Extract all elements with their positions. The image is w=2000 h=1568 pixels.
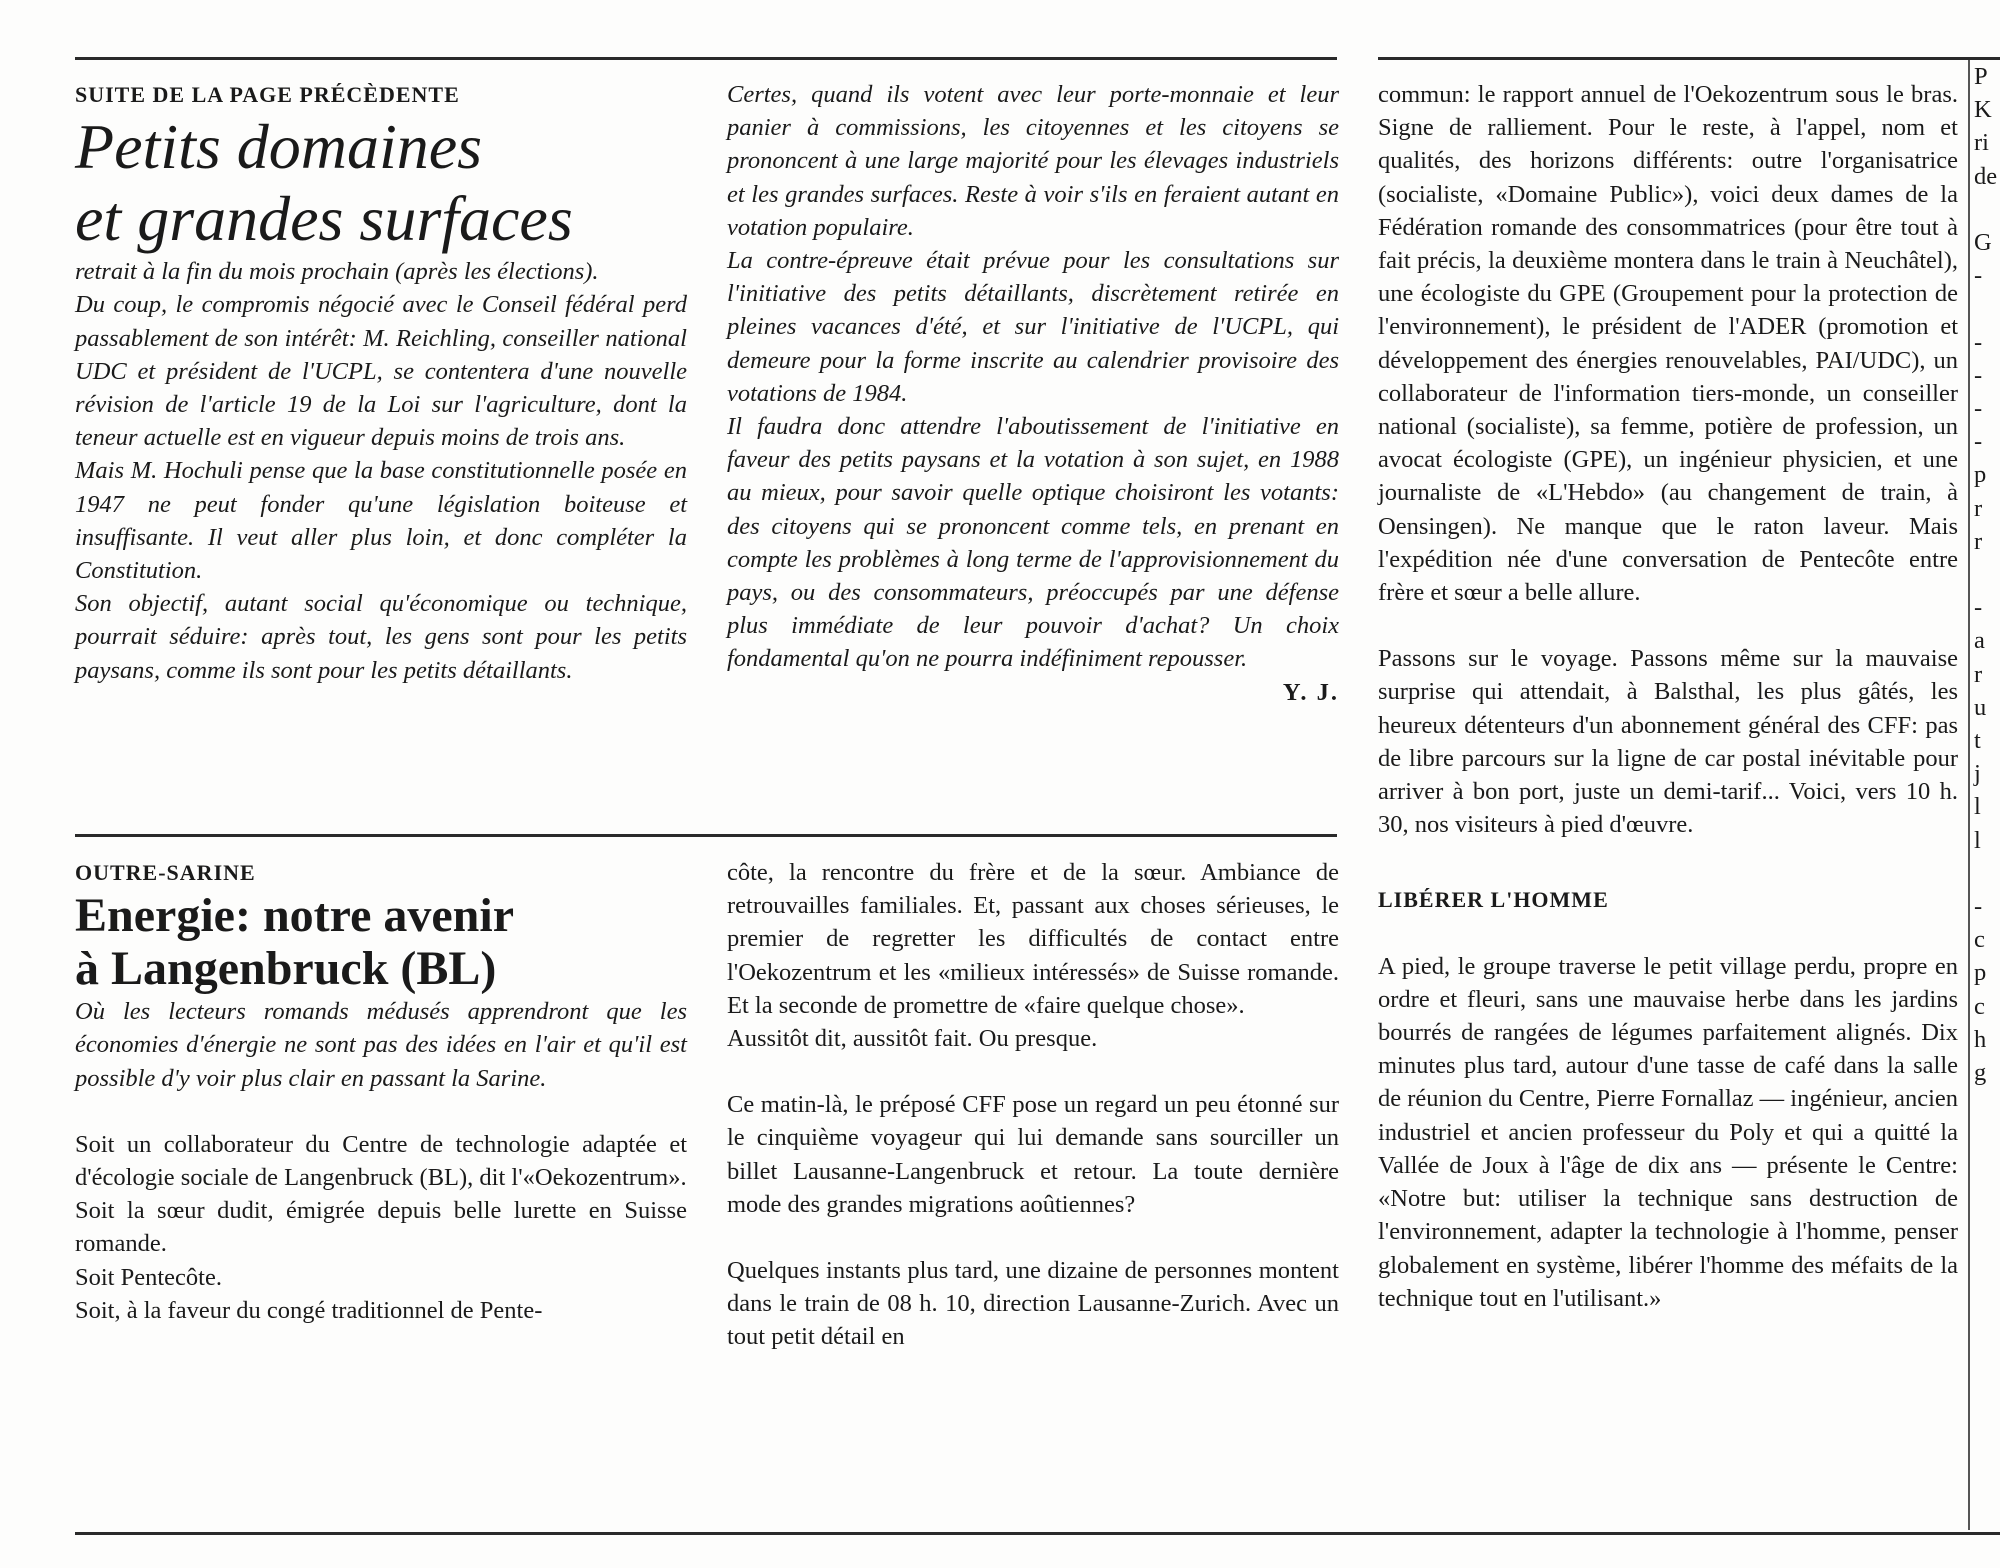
top-article-column-2 (727, 78, 1339, 709)
paragraph: A pied, le groupe traverse le petit village perdu, propre en ordre et fleuri, sans une mauvaise herbe dans les jardins bourrés de rangées de légumes parfaitement alignés. Dix minutes plus tard, autour d'une tasse de café dans la salle de réunion du Centre, Pierre Fornallaz — ingénieur, ancien industriel et ancien professeur du Poly et qui a quitté la Vallée de Joux à l'âge de dix ans — présente le Centre: «Notre but: utiliser la technique sans destruction de l'environnement, adapter la technologie à l'homme, penser globalement en système, libérer l'homme des méfaits de la technique tout en l'utilisant.» (1378, 952, 1959, 1312)
edge-fragment: c (1974, 926, 1985, 954)
bottom-rule (75, 1532, 2000, 1535)
edge-fragment: - (1974, 328, 1983, 356)
bottom-article-column-2 (727, 856, 1339, 1354)
edge-fragment: ri (1974, 129, 1989, 157)
article-lead: Où les lecteurs romands médusés apprendront que les économies d'énergie ne sont pas des idées en l'air et qu'il est possible d'y voir plus clair en passant la Sarine. (75, 998, 687, 1092)
middle-rule (75, 834, 1337, 837)
top-article-title-line2: et grandes surfaces (75, 183, 573, 255)
paragraph: côte, la rencontre du frère et de la sœur. Ambiance de retrouvailles familiales. Et, passant aux choses sérieuses, le premier de regretter les difficultés de contact entre l'Oekozentrum et les «milieux intéressés» de Suisse romande. Et la seconde de promettre de «faire quelque chose». (727, 859, 1339, 1019)
paragraph: Soit Pentecôte. (75, 1263, 222, 1291)
edge-fragment: p (1974, 461, 1987, 489)
edge-fragment (1970, 292, 2000, 325)
top-rule-right (1378, 57, 2000, 60)
paragraph: commun: le rapport annuel de l'Oekozentrum sous le bras. Signe de ralliement. Pour le reste, à l'appel, nom et qualités, des horizons différents: outre l'organisatrice (socialiste, «Domaine Public»), voici deux dames de la Fédération romande des consommatrices (pour être tout à fait précis, la deuxième montera dans le train à Neuchâtel), une écologiste du GPE (Groupement pour la protection de l'environnement), le président de l'ADER (promotion et développement des énergies renouvelables, PAI/UDC), un collaborateur de l'information tiers-monde, un conseiller national (socialiste), sa femme, potière de profession, un avocat écologiste (GPE), un ingénieur physicien, et une journaliste de «L'Hebdo» (au changement de train, à Oensingen). Ne manque que le raton laveur. Mais l'expédition née d'une conversation de Pentecôte entre frère et sœur a belle allure. (1378, 81, 1958, 607)
edge-fragment (1970, 558, 2000, 591)
top-article-title-line1: Petits domaines (75, 111, 483, 183)
section-subheading: LIBÉRER L'HOMME (1378, 887, 1609, 913)
edge-fragment: r (1974, 527, 1983, 555)
edge-fragment: P (1974, 63, 1988, 90)
paragraph: Soit la sœur dudit, émigrée depuis belle lurette en Suisse romande. (75, 1197, 687, 1258)
edge-fragment: h (1974, 1025, 1987, 1053)
edge-fragment: - (1974, 262, 1983, 290)
paragraph: Soit, à la faveur du congé traditionnel de Pente- (75, 1296, 543, 1324)
edge-fragment: t (1974, 727, 1981, 755)
bottom-article-title-line2: à Langenbruck (BL) (75, 942, 497, 996)
right-column (1378, 78, 1958, 1315)
bottom-article-title-line1: Energie: notre avenir (75, 889, 515, 943)
article-signature: Y. J. (1282, 678, 1339, 706)
edge-fragment: K (1974, 96, 1992, 124)
paragraph: La contre-épreuve était prévue pour les consultations sur l'initiative des petits détaillants, discrètement retirée en pleines vacances d'été, et sur l'initiative de l'UCPL, qui demeure pour la forme inscrite au calendrier provisoire des votations de 1984. (727, 247, 1339, 407)
next-column-edge (1968, 60, 2000, 1530)
top-article-column-1 (75, 78, 687, 687)
top-article-title (75, 111, 687, 255)
edge-fragment: c (1974, 992, 1985, 1020)
edge-fragment: l (1974, 793, 1981, 821)
paragraph: Mais M. Hochuli pense que la base constitutionnelle posée en 1947 ne peut fonder qu'une législation boiteuse et insuffisante. Il veut aller plus loin, et donc compléter la Constitution. (75, 457, 687, 585)
edge-fragment: - (1974, 594, 1983, 622)
edge-fragment: l (1974, 826, 1981, 854)
edge-fragment (1970, 193, 2000, 226)
edge-fragment: j (1974, 760, 1981, 788)
edge-fragment: - (1974, 361, 1983, 389)
paragraph: retrait à la fin du mois prochain (après les élections). (75, 258, 599, 286)
paragraph: Certes, quand ils votent avec leur porte-monnaie et leur panier à commissions, les citoyennes et les citoyens se prononcent à une large majorité pour les élevages industriels et les grandes surfaces. Reste à voir s'ils en feraient autant en votation populaire. (727, 81, 1339, 241)
top-rule-left (75, 57, 1337, 60)
paragraph: Quelques instants plus tard, une dizaine de personnes montent dans le train de 08 h. 10, direction Lausanne-Zurich. Avec un tout petit détail en (727, 1257, 1339, 1351)
edge-fragment: de (1974, 162, 1998, 190)
bottom-article-title (75, 889, 687, 995)
edge-fragment: - (1974, 893, 1983, 921)
paragraph: Passons sur le voyage. Passons même sur la mauvaise surprise qui attendait, à Balsthal, les plus gâtés, les heureux détenteurs d'un abonnement général des CFF: pas de libre parcours sur la ligne de car postal inévitable pour arriver à bon port, juste un demi-tarif... Voici, vers 10 h. 30, nos visiteurs à pied d'œuvre. (1378, 645, 1958, 839)
top-article-kicker: SUITE DE LA PAGE PRÉCÈDENTE (75, 82, 460, 107)
edge-fragment: G (1974, 229, 1992, 257)
edge-fragment: a (1974, 627, 1985, 655)
edge-fragment: - (1974, 395, 1983, 423)
edge-fragment: g (1974, 1059, 1987, 1087)
paragraph: Soit un collaborateur du Centre de technologie adaptée et d'écologie sociale de Langenbruck (BL), dit l'«Oekozentrum». (75, 1130, 687, 1192)
paragraph: Il faudra donc attendre l'aboutissement de l'initiative en faveur des petits paysans et la votation à son sujet, en 1988 au mieux, pour savoir quelle optique choisiront les votants: des citoyens qui se prononcent comme tels, en prenant en compte les problèmes à long terme de l'approvisionnement du pays, ou des consommateurs, préoccupés par une défense plus immédiate de leur pouvoir d'achat? Un choix fondamental qu'on ne pourra indéfiniment repousser. (727, 413, 1339, 673)
bottom-article-column-1 (75, 856, 687, 1327)
edge-fragment: p (1974, 959, 1987, 987)
paragraph: Aussitôt dit, aussitôt fait. Ou presque. (727, 1025, 1098, 1053)
edge-fragment: - (1974, 428, 1983, 456)
edge-fragment: r (1974, 660, 1983, 688)
paragraph: Ce matin-là, le préposé CFF pose un regard un peu étonné sur le cinquième voyageur qui lui demande sans sourciller un billet Lausanne-Langenbruck et retour. La toute dernière mode des grandes migrations aoûtiennes? (727, 1091, 1339, 1218)
edge-fragment: r (1974, 494, 1983, 522)
edge-fragment (1970, 857, 2000, 890)
paragraph: Du coup, le compromis négocié avec le Conseil fédéral perd passablement de son intérêt: M. Reichling, conseiller national UDC et président de l'UCPL, se contentera d'une nouvelle révision de l'article 19 de la Loi sur l'agriculture, dont la teneur actuelle est en vigueur depuis moins de trois ans. (75, 291, 687, 452)
paragraph: Son objectif, autant social qu'économique ou technique, pourrait séduire: après tout, les gens sont pour les petits paysans, comme ils sont pour les petits détaillants. (75, 590, 687, 684)
edge-fragment: u (1974, 693, 1987, 721)
bottom-article-kicker: OUTRE-SARINE (75, 860, 256, 885)
